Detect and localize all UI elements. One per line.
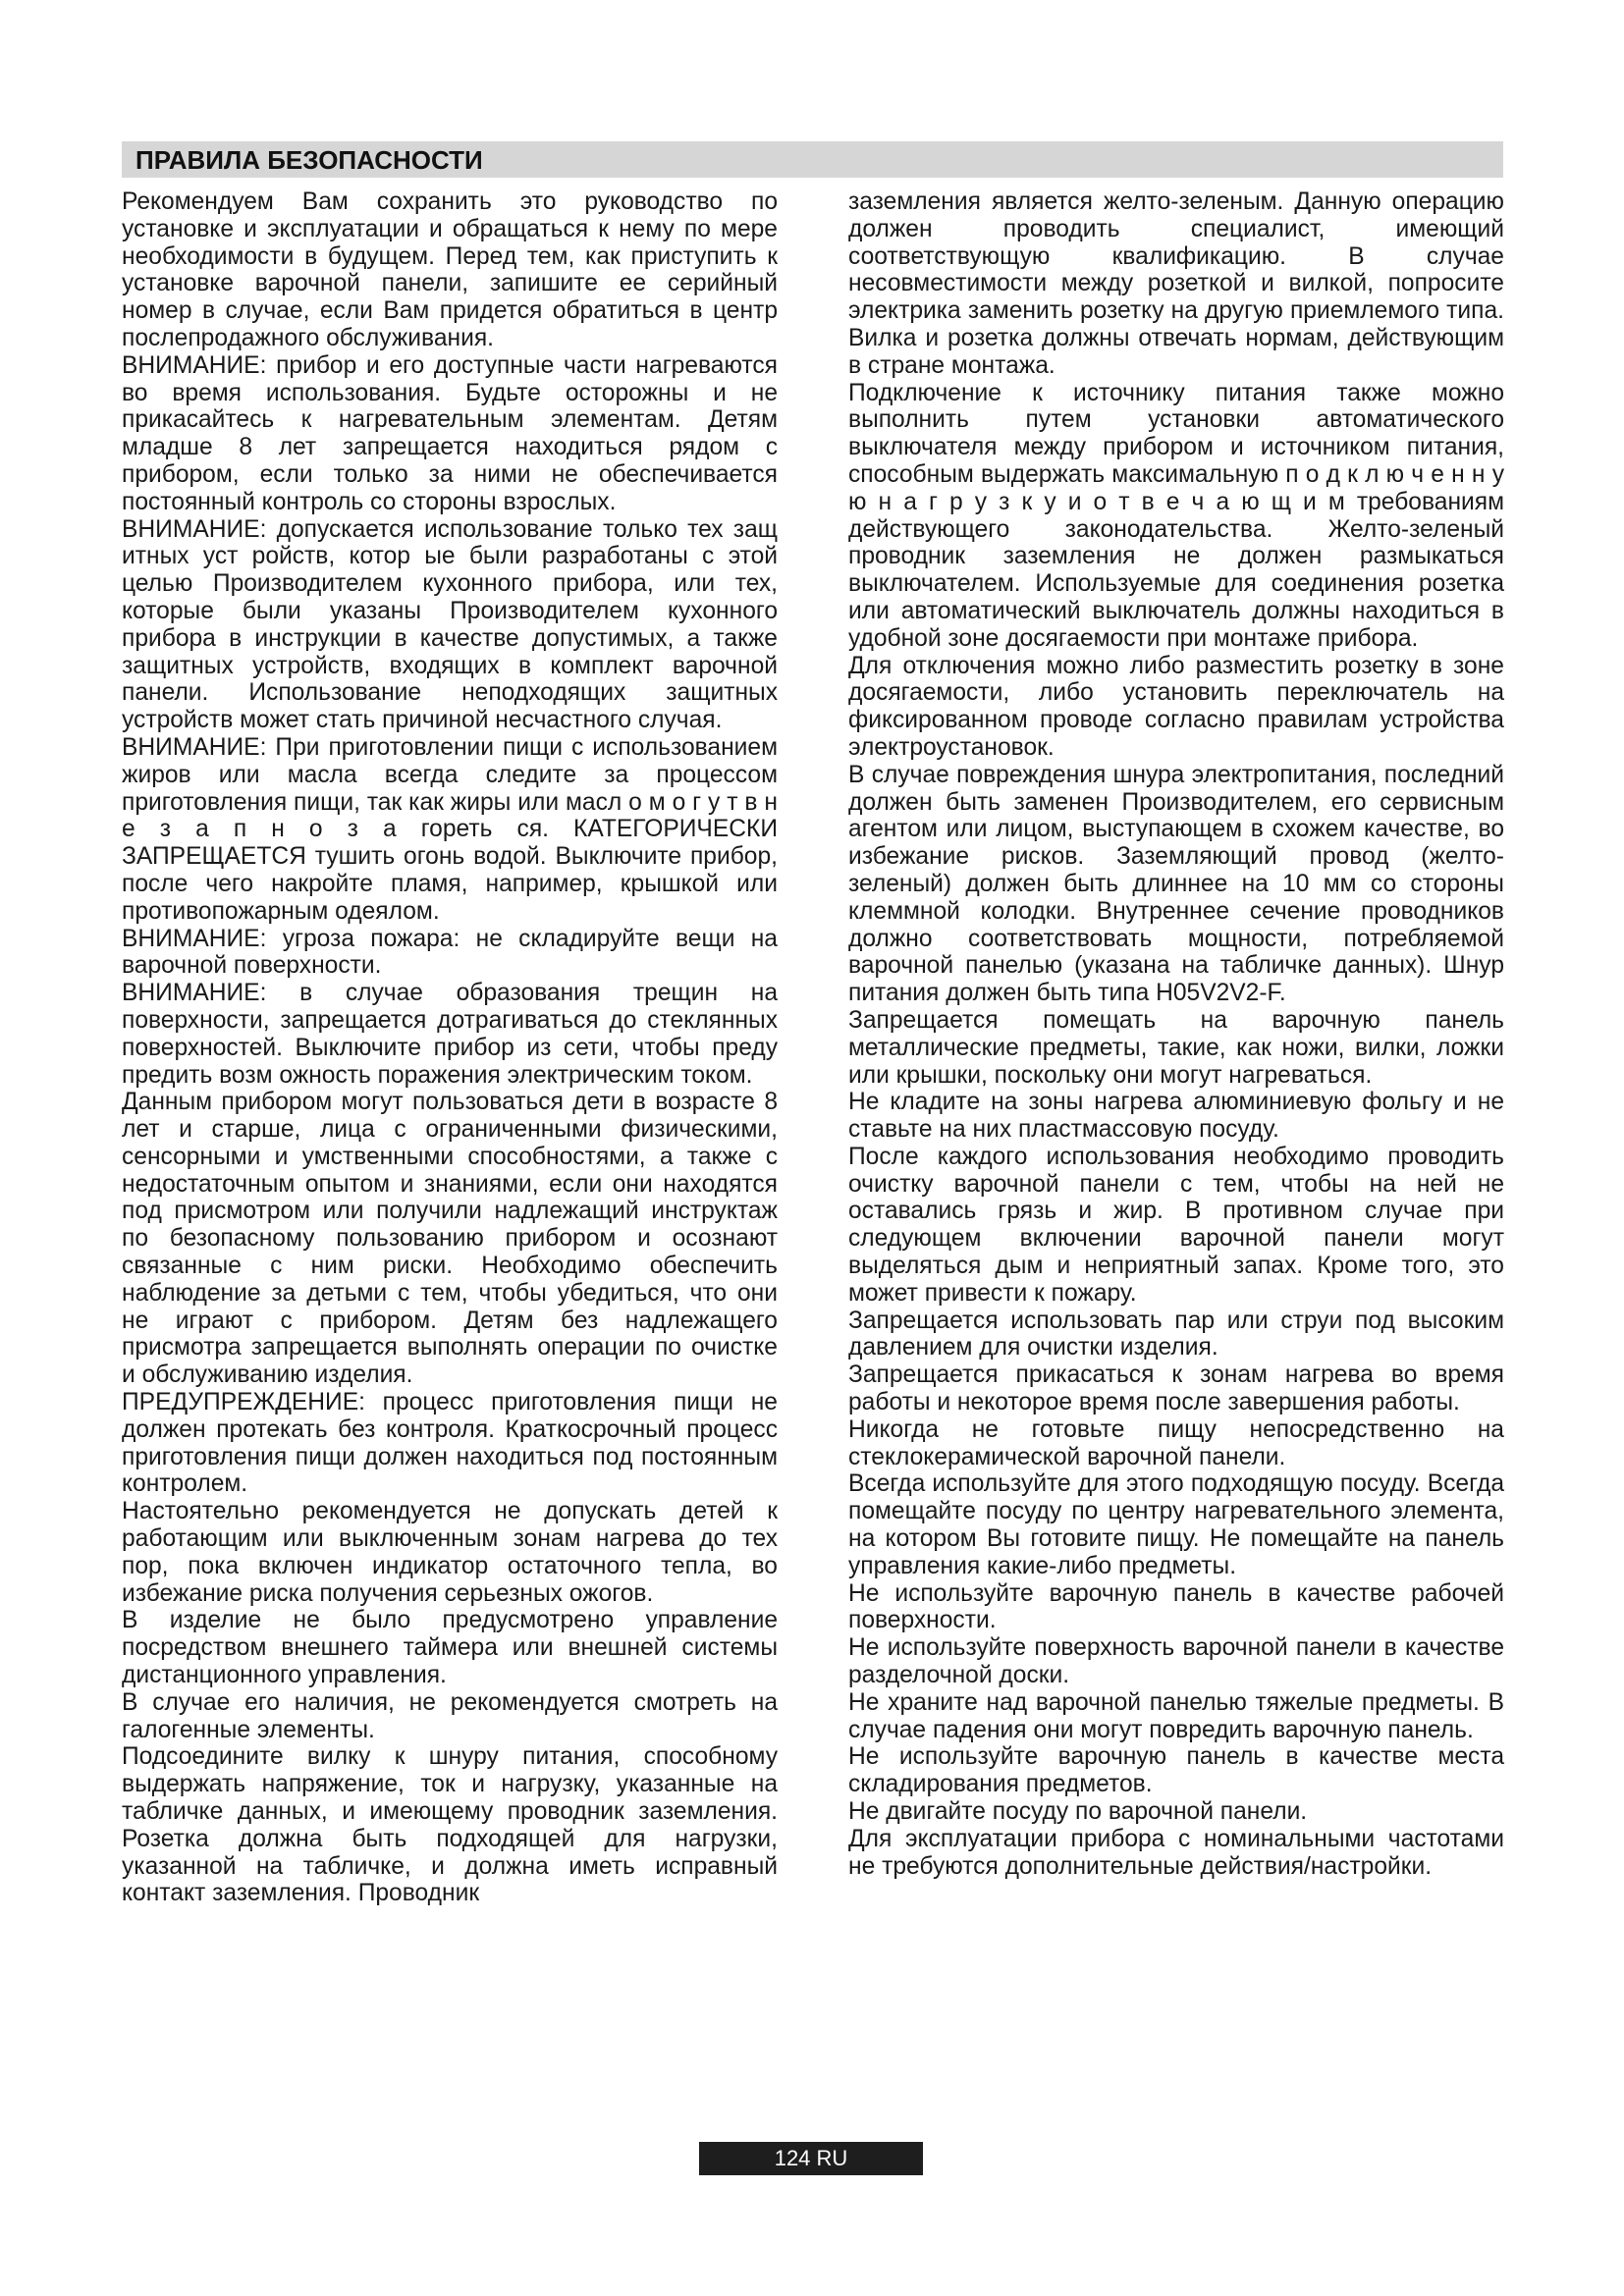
paragraph: Не используйте варочную панель в качестве рабочей поверхности. (848, 1579, 1504, 1634)
paragraph: Запрещается помещать на варочную панель металлические предметы, такие, как ножи, вилки, ложки или крышки, поскольку они могут нагреваться. (848, 1006, 1504, 1089)
paragraph: Никогда не готовьте пищу непосредственно на стеклокерамической варочной панели. (848, 1415, 1504, 1470)
paragraph: ВНИМАНИЕ: в случае образования трещин на поверхности, запрещается дотрагиваться до стеклянных поверхностей. Выключите прибор из сети, чтобы преду предить возм ожность поражения электрическим током. (122, 980, 778, 1089)
paragraph: Не кладите на зоны нагрева алюминиевую фольгу и не ставьте на них пластмассовую посуду. (848, 1089, 1504, 1144)
paragraph: Подключение к источнику питания также можно выполнить путем установки автоматического выключателя между прибором и источником питания, способным выдержать максимальную п о д к л ю ч е н н у ю н а г р у з к у и о т в е ч а ю щ и м требованиям действующего законодательства. Желто-зеленый проводник заземления не должен размыкаться выключателем. Используемые для соединения розетка или автоматический выключатель должны находиться в удобной зоне досягаемости при монтаже прибора. (848, 379, 1504, 652)
page-number: 124 RU (774, 2146, 848, 2170)
paragraph: В изделие не было предусмотрено управление посредством внешнего таймера или внешней системы дистанционного управления. (122, 1607, 778, 1689)
page-number-box (699, 2142, 923, 2175)
paragraph: После каждого использования необходимо проводить очистку варочной панели с тем, чтобы на ней не оставались грязь и жир. В противном случае при следующем включении варочной панели могут выделяться дым и неприятный запах. Кроме того, это может привести к пожару. (848, 1143, 1504, 1307)
paragraph: Запрещается использовать пар или струи под высоким давлением для очистки изделия. (848, 1307, 1504, 1362)
paragraph: В случае его наличия, не рекомендуется смотреть на галогенные элементы. (122, 1688, 778, 1743)
paragraph: ВНИМАНИЕ: При приготовлении пищи с использованием жиров или масла всегда следите за процессом приготовления пищи, так как жиры или масл о м о г у т в н е з а п н о з а гореть ся. КАТЕГОРИЧЕСКИ ЗАПРЕЩАЕТСЯ тушить огонь водой. Выключите прибор, после чего накройте пламя, например, крышкой или противопожарным одеялом. (122, 733, 778, 925)
left-column (122, 188, 778, 1907)
paragraph: Не храните над варочной панелью тяжелые предметы. В случае падения они могут повредить варочную панель. (848, 1688, 1504, 1743)
paragraph: Рекомендуем Вам сохранить это руководство по установке и эксплуатации и обращаться к нему по мере необходимости в будущем. Перед тем, как приступить к установке варочной панели, запишите ее серийный номер в случае, если Вам придется обратиться в центр послепродажного обслуживания. (122, 188, 778, 351)
paragraph: Настоятельно рекомендуется не допускать детей к работающим или выключенным зонам нагрева до тех пор, пока включен индикатор остаточного тепла, во избежание риска получения серьезных ожогов. (122, 1498, 778, 1607)
paragraph: Не используйте варочную панель в качестве места складирования предметов. (848, 1743, 1504, 1798)
paragraph: Данным прибором могут пользоваться дети в возрасте 8 лет и старше, лица с ограниченными физическими, сенсорными и умственными способностями, а также с недостаточным опытом и знаниями, если они находятся под присмотром или получили надлежащий инструктаж по безопасному пользованию прибором и осознают связанные с ним риски. Необходимо обеспечить наблюдение за детьми с тем, чтобы убедиться, что они не играют с прибором. Детям без надлежащего присмотра запрещается выполнять операции по очистке и обслуживанию изделия. (122, 1089, 778, 1389)
paragraph: Не двигайте посуду по варочной панели. (848, 1798, 1308, 1826)
paragraph: ВНИМАНИЕ: прибор и его доступные части нагреваются во время использования. Будьте осторожны и не прикасайтесь к нагревательным элементам. Детям младше 8 лет запрещается находиться рядом с прибором, если только за ними не обеспечивается постоянный контроль со стороны взрослых. (122, 351, 778, 515)
section-header-bar (122, 141, 1503, 178)
paragraph: Запрещается прикасаться к зонам нагрева во время работы и некоторое время после завершения работы. (848, 1362, 1504, 1416)
paragraph: Для отключения можно либо разместить розетку в зоне досягаемости, либо установить переключатель на фиксированном проводе согласно правилам устройства электроустановок. (848, 652, 1504, 761)
section-title: ПРАВИЛА БЕЗОПАСНОСТИ (135, 145, 483, 175)
paragraph: ВНИМАНИЕ: допускается использование только тех защ итных уст ройств, котор ые были разработаны с этой целью Производителем кухонного прибора, или тех, которые были указаны Производителем кухонного прибора в инструкции в качестве допустимых, а также защитных устройств, входящих в комплект варочной панели. Использование неподходящих защитных устройств может стать причиной несчастного случая. (122, 515, 778, 734)
paragraph: В случае повреждения шнура электропитания, последний должен быть заменен Производителем, его сервисным агентом или лицом, выступающем в схожем качестве, во избежание рисков. Заземляющий провод (желто-зеленый) должен быть длиннее на 10 мм со стороны клеммной колодки. Внутреннее сечение проводников должно соответствовать мощности, потребляемой варочной панелью (указана на табличке данных). Шнур питания должен быть типа H05V2V2-F. (848, 761, 1504, 1007)
right-column (848, 188, 1504, 1880)
paragraph: ВНИМАНИЕ: угроза пожара: не складируйте вещи на варочной поверхности. (122, 925, 778, 980)
paragraph: Подсоедините вилку к шнуру питания, способному выдержать напряжение, ток и нагрузку, указанные на табличке данных, и имеющему проводник заземления. Розетка должна быть подходящей для нагрузки, указанной на табличке, и должна иметь исправный контакт заземления. Проводник (122, 1743, 778, 1907)
paragraph: Всегда используйте для этого подходящую посуду. Всегда помещайте посуду по центру нагревательного элемента, на котором Вы готовите пищу. Не помещайте на панель управления какие-либо предметы. (848, 1470, 1504, 1579)
paragraph: ПРЕДУПРЕЖДЕНИЕ: процесс приготовления пищи не должен протекать без контроля. Краткосрочный процесс приготовления пищи должен находиться под постоянным контролем. (122, 1389, 778, 1498)
paragraph: Не используйте поверхность варочной панели в качестве разделочной доски. (848, 1634, 1504, 1689)
paragraph: заземления является желто-зеленым. Данную операцию должен проводить специалист, имеющий соответствующую квалификацию. В случае несовместимости между розеткой и вилкой, попросите электрика заменить розетку на другую приемлемого типа. Вилка и розетка должны отвечать нормам, действующим в стране монтажа. (848, 188, 1504, 379)
paragraph: Для эксплуатации прибора с номинальными частотами не требуются дополнительные действия/настройки. (848, 1825, 1504, 1880)
